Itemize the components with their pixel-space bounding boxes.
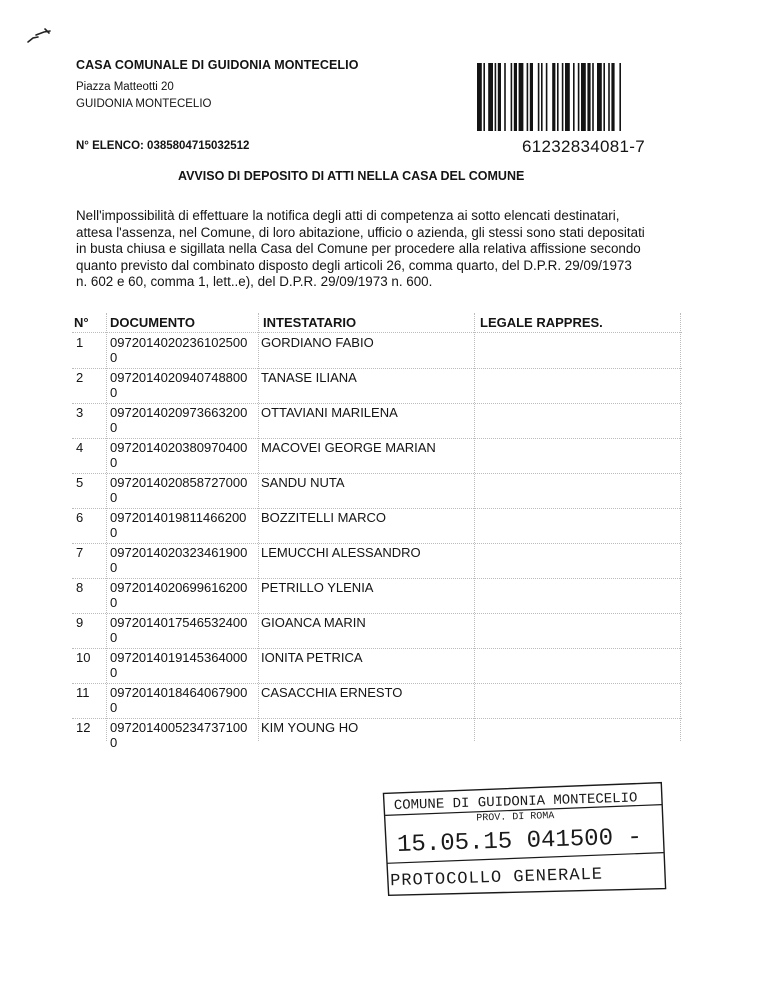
table-row [0,685,768,721]
svg-text:PROV. DI ROMA: PROV. DI ROMA [476,811,555,825]
table-divider [72,578,682,579]
table-row [0,335,768,371]
row-intestatario: GIOANCA MARIN [261,615,366,630]
paragraph-line: n. 602 e 60, comma 1, lett..e), del D.P.R. 29/09/1973 n. 600. [76,274,433,289]
row-intestatario: IONITA PETRICA [261,650,363,665]
paragraph-line: Nell'impossibilità di effettuare la notifica degli atti di competenza ai sotto elencati destinatari, [76,208,620,223]
col-header-intestatario: INTESTATARIO [263,315,357,330]
row-number: 12 [76,720,91,735]
table-row [0,720,768,756]
row-document: 0972014017546532400 0 [110,615,248,645]
barcode-image [477,63,653,131]
row-document: 0972014020940748800 0 [110,370,248,400]
table-divider [72,648,682,649]
corner-scribble-mark [24,26,54,46]
row-number: 8 [76,580,84,595]
row-document: 0972014019811466200 0 [110,510,247,540]
row-number: 6 [76,510,84,525]
row-document: 0972014019145364000 0 [110,650,248,680]
table-row [0,475,768,511]
row-intestatario: OTTAVIANI MARILENA [261,405,398,420]
row-number: 1 [76,335,84,350]
table-divider [72,438,682,439]
row-document: 0972014018464067900 0 [110,685,248,715]
row-document: 0972014020236102500 0 [110,335,248,365]
row-intestatario: CASACCHIA ERNESTO [261,685,403,700]
row-document: 0972014020858727000 0 [110,475,248,505]
table-row [0,615,768,651]
table-divider [72,683,682,684]
table-row [0,405,768,441]
row-intestatario: SANDU NUTA [261,475,345,490]
row-document: 0972014020380970400 0 [110,440,248,470]
row-intestatario: TANASE ILIANA [261,370,357,385]
col-header-legale: LEGALE RAPPRES. [480,315,603,330]
municipality-title: CASA COMUNALE DI GUIDONIA MONTECELIO [76,58,359,72]
row-intestatario: MACOVEI GEORGE MARIAN [261,440,436,455]
table-divider [72,332,682,333]
table-divider [72,473,682,474]
row-number: 3 [76,405,84,420]
row-number: 7 [76,545,84,560]
row-number: 4 [76,440,84,455]
row-number: 2 [76,370,84,385]
col-header-number: N° [74,315,89,330]
table-divider [72,718,682,719]
municipality-city: GUIDONIA MONTECELIO [76,98,212,110]
table-divider [72,543,682,544]
row-document: 0972014020699616200 0 [110,580,248,610]
table-row [0,580,768,616]
table-row [0,650,768,686]
table-divider [72,403,682,404]
svg-text:15.05.15 041500 -: 15.05.15 041500 - [396,824,643,859]
row-document: 0972014020973663200 0 [110,405,248,435]
paragraph-line: attesa l'assenza, nel Comune, di loro abitazione, ufficio o azienda, gli stessi sono stati depositati [76,224,645,240]
paragraph-line: quanto previsto dal combinato disposto degli articoli 26, comma quarto, del D.P.R. 29/09/1973 [76,257,632,273]
row-number: 10 [76,650,91,665]
paragraph-line: in busta chiusa e sigillata nella Casa del Comune per procedere alla relativa affissione secondo [76,241,641,256]
row-intestatario: PETRILLO YLENIA [261,580,374,595]
barcode-number: 61232834081-7 [522,137,646,156]
table-divider [72,613,682,614]
col-header-documento: DOCUMENTO [110,315,195,330]
table-row [0,440,768,476]
row-number: 5 [76,475,84,490]
svg-text:COMUNE DI GUIDONIA MONTECELIO: COMUNE DI GUIDONIA MONTECELIO [393,790,638,815]
protocol-stamp [379,781,668,900]
row-document: 0972014005234737100 0 [110,720,248,750]
document-title: AVVISO DI DEPOSITO DI ATTI NELLA CASA DEL COMUNE [178,169,525,183]
row-number: 11 [76,685,90,700]
municipality-address: Piazza Matteotti 20 [76,81,174,93]
row-intestatario: BOZZITELLI MARCO [261,510,386,525]
table-row [0,370,768,406]
elenco-number: N° ELENCO: 0385804715032512 [76,140,250,152]
row-number: 9 [76,615,84,630]
row-intestatario: LEMUCCHI ALESSANDRO [261,545,421,560]
svg-text:PROTOCOLLO GENERALE: PROTOCOLLO GENERALE [389,865,604,892]
row-intestatario: KIM YOUNG HO [261,720,359,735]
row-intestatario: GORDIANO FABIO [261,335,374,350]
table-divider [72,508,682,509]
table-divider [72,368,682,369]
row-document: 0972014020323461900 0 [110,545,248,575]
table-row [0,545,768,581]
table-row [0,510,768,546]
notice-paragraph [76,208,702,291]
